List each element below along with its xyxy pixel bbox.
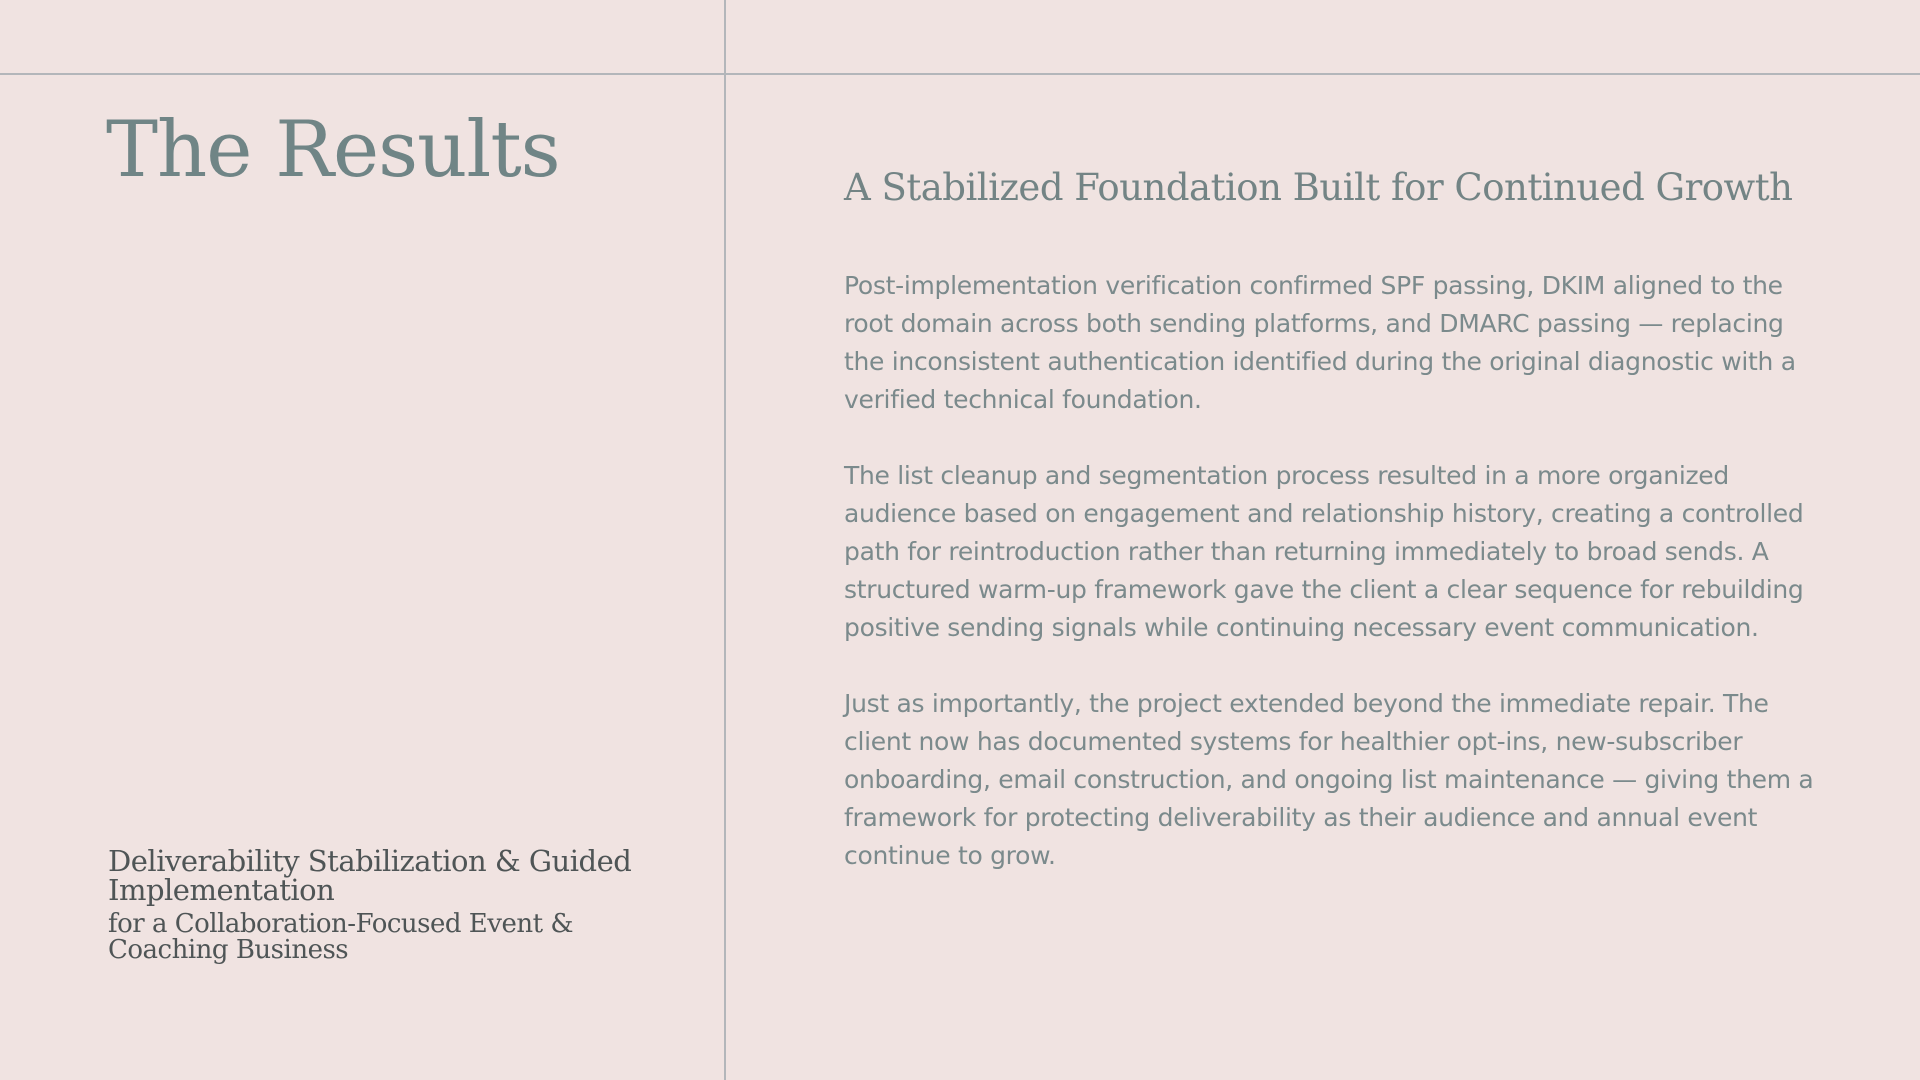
vertical-divider [724, 0, 726, 1080]
paragraph-documented-systems: Just as importantly, the project extended beyond the immediate repair. The client now has documented systems for healthier opt-ins, new-subscriber onboarding, email construction, and ongoing list maintenance — giving them a framework for protecting deliverability as their audience and annual event continue to grow. [844, 689, 1814, 870]
subtitle-main: Deliverability Stabilization & Guided Implementation [108, 844, 632, 907]
subtitle-sub: for a Collaboration-Focused Event & Coaching Business [108, 909, 573, 965]
page-title: The Results [106, 105, 560, 195]
paragraph-list-cleanup: The list cleanup and segmentation process resulted in a more organized audience based on engagement and relationship history, creating a controlled path for reintroduction rather than returning immediately to broad sends. A structured warm-up framework gave the client a clear sequence for rebuilding positive sending signals while continuing necessary event communication. [844, 461, 1804, 642]
paragraph-authentication: Post-implementation verification confirmed SPF passing, DKIM aligned to the root domain across both sending platforms, and DMARC passing — replacing the inconsistent authentication identified during the original diagnostic with a verified technical foundation. [844, 271, 1796, 414]
project-subtitle [108, 844, 668, 965]
section-heading: A Stabilized Foundation Built for Continued Growth [844, 166, 1793, 209]
results-content [844, 163, 1824, 913]
horizontal-divider [0, 73, 1920, 75]
